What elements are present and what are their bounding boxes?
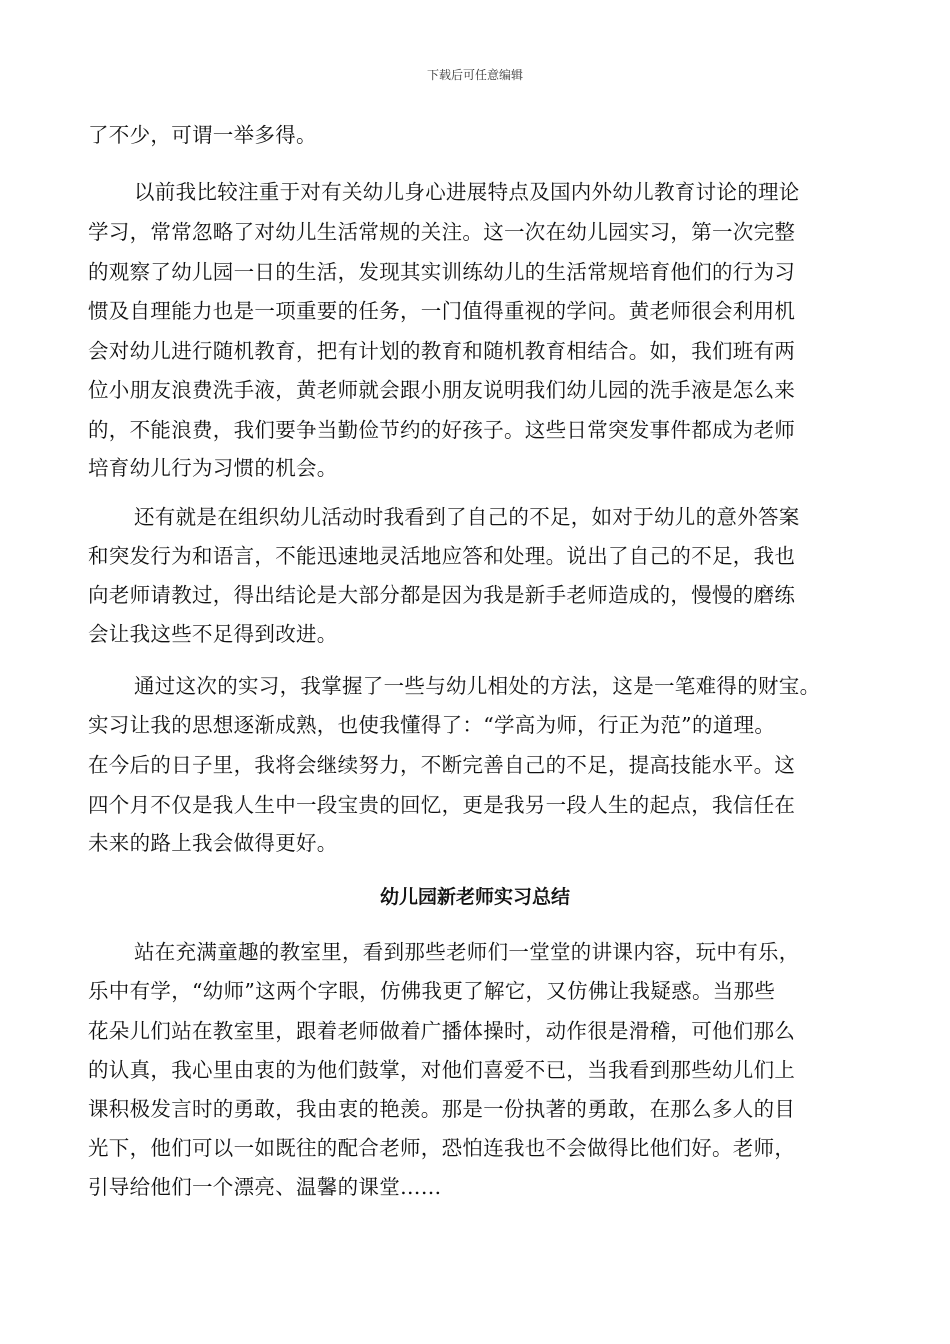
text-line: 四个月不仅是我人生中一段宝贵的回忆，更是我另一段人生的起点，我信任在	[88, 793, 796, 817]
text-line: 的认真，我心里由衷的为他们鼓掌，对他们喜爱不已，当我看到那些幼儿们上	[88, 1058, 796, 1082]
text-line: 光下，他们可以一如既往的配合老师，恐怕连我也不会做得比他们好。老师，	[88, 1136, 796, 1160]
text-line: 会对幼儿进行随机教育，把有计划的教育和随机教育相结合。如，我们班有两	[88, 339, 796, 363]
text-line: 培育幼儿行为习惯的机会。	[88, 456, 338, 480]
text-line: 向老师请教过，得出结论是大部分都是因为我是新手老师造成的，慢慢的磨练	[88, 583, 796, 607]
text-line: 还有就是在组织幼儿活动时我看到了自己的不足，如对于幼儿的意外答案	[134, 505, 800, 529]
text-line: 以前我比较注重于对有关幼儿身心进展特点及国内外幼儿教育讨论的理论	[134, 180, 800, 204]
text-line: 学习，常常忽略了对幼儿生活常规的关注。这一次在幼儿园实习，第一次完整	[88, 220, 796, 244]
text-line: 在今后的日子里，我将会继续努力，不断完善自己的不足，提高技能水平。这	[88, 753, 796, 777]
text-line: 了不少，可谓一举多得。	[88, 123, 317, 147]
text-line: 未来的路上我会做得更好。	[88, 831, 338, 855]
text-line: 惯及自理能力也是一项重要的任务，一门值得重视的学问。黄老师很会利用机	[88, 299, 796, 323]
text-line: 和突发行为和语言，不能迅速地灵活地应答和处理。说出了自己的不足，我也	[88, 544, 796, 568]
text-line: 的，不能浪费，我们要争当勤俭节约的好孩子。这些日常突发事件都成为老师	[88, 418, 796, 442]
text-line: 的观察了幼儿园一日的生活，发现其实训练幼儿的生活常规培育他们的行为习	[88, 260, 796, 284]
text-line: 课积极发言时的勇敢，我由衷的艳羡。那是一份执著的勇敢，在那么多人的目	[88, 1097, 796, 1121]
text-line: 引导给他们一个漂亮、温馨的课堂……	[88, 1175, 442, 1199]
text-line: 通过这次的实习，我掌握了一些与幼儿相处的方法，这是一笔难得的财宝。	[134, 674, 821, 698]
text-line: 会让我这些不足得到改进。	[88, 622, 338, 646]
page-header: 下载后可任意编辑	[426, 68, 523, 82]
text-line: 花朵儿们站在教室里，跟着老师做着广播体操时，动作很是滑稽，可他们那么	[88, 1019, 796, 1043]
text-line: 站在充满童趣的教室里，看到那些老师们一堂堂的讲课内容，玩中有乐，	[134, 940, 800, 964]
section-title: 幼儿园新老师实习总结	[379, 886, 570, 908]
text-line: 乐中有学，“幼师”这两个字眼，仿佛我更了解它，又仿佛让我疑惑。当那些	[88, 979, 776, 1003]
text-line: 实习让我的思想逐渐成熟，也使我懂得了：“学高为师，行正为范”的道理。	[88, 713, 776, 737]
text-line: 位小朋友浪费洗手液，黄老师就会跟小朋友说明我们幼儿园的洗手液是怎么来	[88, 378, 796, 402]
